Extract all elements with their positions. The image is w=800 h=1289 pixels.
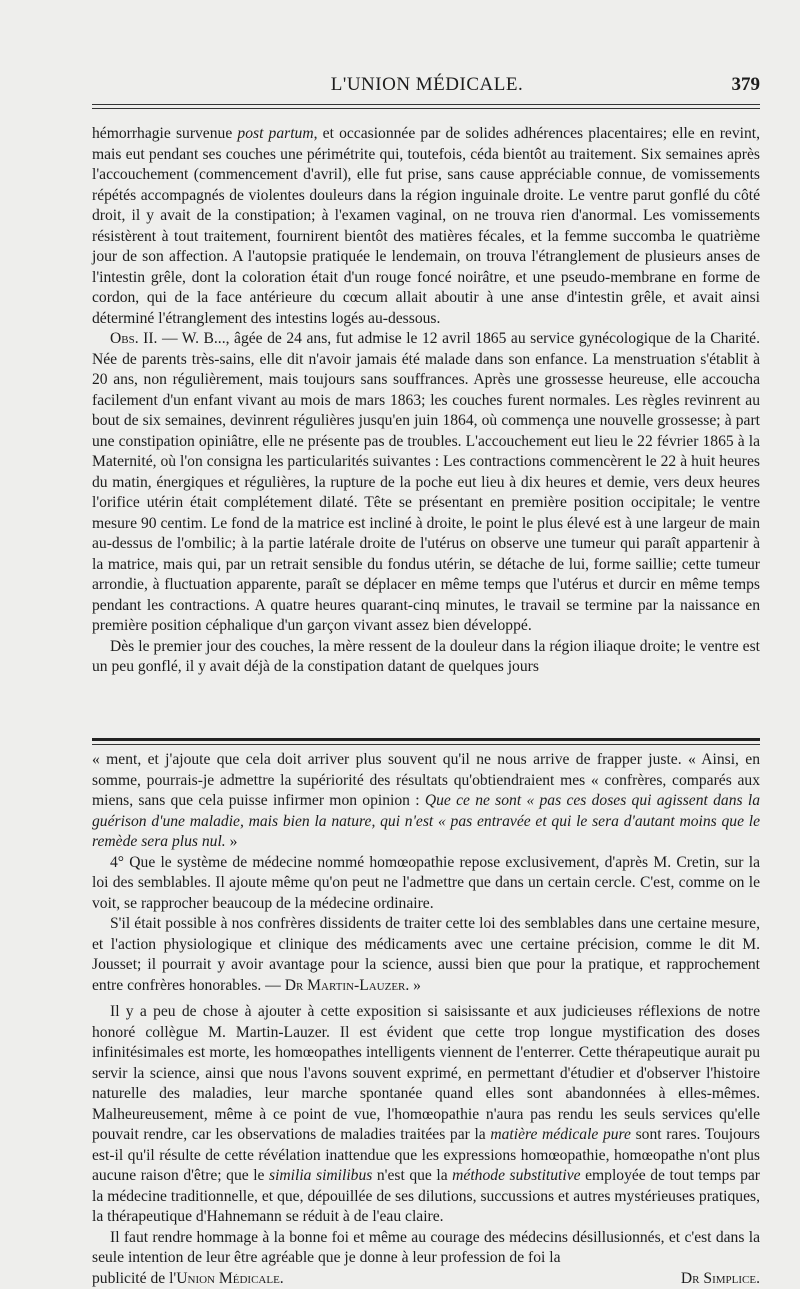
signature-martin-lauzer: Dr Martin-Lauzer. » <box>285 977 421 994</box>
journal-name: Union Médicale. <box>176 1270 283 1287</box>
observation-2: Obs. II. — W. B..., âgée de 24 ans, fut admise le 12 avril 1865 au service gynécologique de la Charité. Née de parents très-sains, elle dit n'avoir jamais été malade dans son enfance. La menstruation s'établit à 20 ans, non régulièrement, mais toujours sans souffrances. Après une grossesse heureuse, elle accoucha facilement d'un enfant vivant au mois de mars 1863; les couches furent normales. Les règles revinrent au bout de six semaines, devinrent régulières jusqu'en juin 1864, où commença une nouvelle grossesse; à part une constipation opiniâtre, elle ne présente pas de troubles. L'accouchement eut lieu le 22 février 1865 à la Maternité, où l'on consigna les particularités suivantes : Les contractions commencèrent le 22 à huit heures du matin, énergiques et régulières, la rupture de la poche eut lieu à dix heures et demie, vers deux heures l'orifice utérin était complétement dilaté. Tête se présentant en première position occipitale; le ventre mesure 90 centim. Le fond de la matrice est incliné à droite, le point le plus élevé est à une largeur de main au-dessus de l'ombilic; à la partie latérale droite de l'utérus on observe une tumeur qui paraît appartenir à la matrice, mais qui, par un retrait sensible du fondus utérin, se détache de lui, forme saillie; cette tumeur arrondie, à fluctuation apparente, paraît se déplacer en même temps que l'utérus et durcir en même temps pendant les contractions. A quatre heures quarant-cinq minutes, le travail se termine par la naissance en première position céphalique d'un garçon vivant assez bien développé. <box>92 329 760 637</box>
section-rule-thin <box>92 744 760 745</box>
journal-title: L'UNION MÉDICALE. <box>92 74 762 96</box>
page-number: 379 <box>732 74 761 96</box>
article-lower <box>92 750 760 1289</box>
closing-line: publicité de l'Union Médicale. Dr Simplice. <box>92 1269 760 1289</box>
section-rule-thick <box>92 738 760 741</box>
signature-simplice: Dr Simplice. <box>681 1269 760 1289</box>
article-upper <box>92 124 760 678</box>
observation-label: Obs. II. <box>110 330 157 347</box>
case-paragraph-3: Dès le premier jour des couches, la mère ressent de la douleur dans la région iliaque droite; le ventre est un peu gonflé, il y avait déjà de la constipation datant de quelques jours <box>92 637 760 678</box>
editorial-paragraph: Il y a peu de chose à ajouter à cette exposition si saisissante et aux judicieuses réflexions de notre honoré collègue M. Martin-Lauzer. Il est évident que cette trop longue mystification des doses infinitésimales est morte, les homœopathes intelligents viennent de l'enterrer. Cette thérapeutique aurait pu servir la science, ainsi que nous l'avons souvent exprimé, en permettant d'étudier et d'observer l'histoire naturelle des maladies, leur marche spontanée quand elles sont abandonnées à elles-mêmes. Malheureusement, même à ce point de vue, l'homœopathie n'aura pas rendu les seuls services qu'elle pouvait rendre, car les observations de maladies traitées par la matière médicale pure sont rares. Toujours est-il qu'il résulte de cette révélation inattendue que les expressions homœopathie, homœopathe n'ont plus aucune raison d'être; que le similia similibus n'est que la méthode substitutive employée de tout temps par la médecine traditionnelle, et que, dépouillée de ses dilutions, succussions et autres mystérieuses pratiques, la thérapeutique d'Hahnemann se réduit à de l'eau claire. <box>92 1002 760 1228</box>
closing-paragraph: Il faut rendre hommage à la bonne foi et même au courage des médecins désillusionnés, et c'est dans la seule intention de leur être agréable que je donne à leur profession de foi la <box>92 1228 760 1269</box>
conclusion-paragraph: S'il était possible à nos confrères dissidents de traiter cette loi des semblables dans une certaine mesure, et l'action physiologique et clinique des médicaments avec une certaine précision, comme le dit M. Jousset; il pourrait y avoir avantage pour la science, aussi bien que pour la pratique, et rapprochement entre confrères honorables. — Dr Martin-Lauzer. » <box>92 914 760 996</box>
running-header <box>92 74 762 100</box>
point-4-paragraph: 4° Que le système de médecine nommé homœopathie repose exclusivement, d'après M. Cretin, sur la loi des semblables. Il ajoute même qu'on peut ne l'admettre que dans un certain cercle. C'est, comme on le voit, se rapprocher beaucoup de la médecine ordinaire. <box>92 853 760 915</box>
header-rule-thin <box>92 108 760 109</box>
quotation: « ment, et j'ajoute que cela doit arriver plus souvent qu'il ne nous arrive de frapper juste. « Ainsi, en somme, pourrais-je admettre la supériorité des résultats qu'obtiendraient mes « confrères, comparés aux miens, sans que cela puisse infirmer mon opinion : Que ce ne sont « pas ces doses qui agissent dans la guérison d'une maladie, mais bien la nature, qui n'est « pas entravée et qui le sera d'autant moins que le remède sera plus nul. » <box>92 750 760 853</box>
case-paragraph-1: hémorrhagie survenue post partum, et occasionnée par de solides adhérences placentaires; elle en revint, mais eut pendant ses couches une périmétrite qui, toutefois, céda bientôt au traitement. Six semaines après l'accouchement (commencement d'avril), elle fut prise, sans cause appréciable connue, de vomissements répétés accompagnés de violentes douleurs dans la région inguinale droite. Le ventre parut gonflé du côté droit, il y avait de la constipation; à l'examen vaginal, on ne trouva rien d'anormal. Les vomissements résistèrent à tout traitement, fournirent bientôt des matières fécales, et la femme succomba le quatrième jour de son affection. A l'autopsie pratiquée le lendemain, on trouva l'étranglement de plusieurs anses de l'intestin grêle, dont la coloration était d'un rouge foncé noirâtre, et une pseudo-membrane en forme de cordon, qui de la face antérieure du cœcum allait aboutir à une anse d'intestin grêle, et avait ainsi déterminé l'étranglement des intestins logés au-dessous. <box>92 124 760 329</box>
header-rule <box>92 104 760 105</box>
